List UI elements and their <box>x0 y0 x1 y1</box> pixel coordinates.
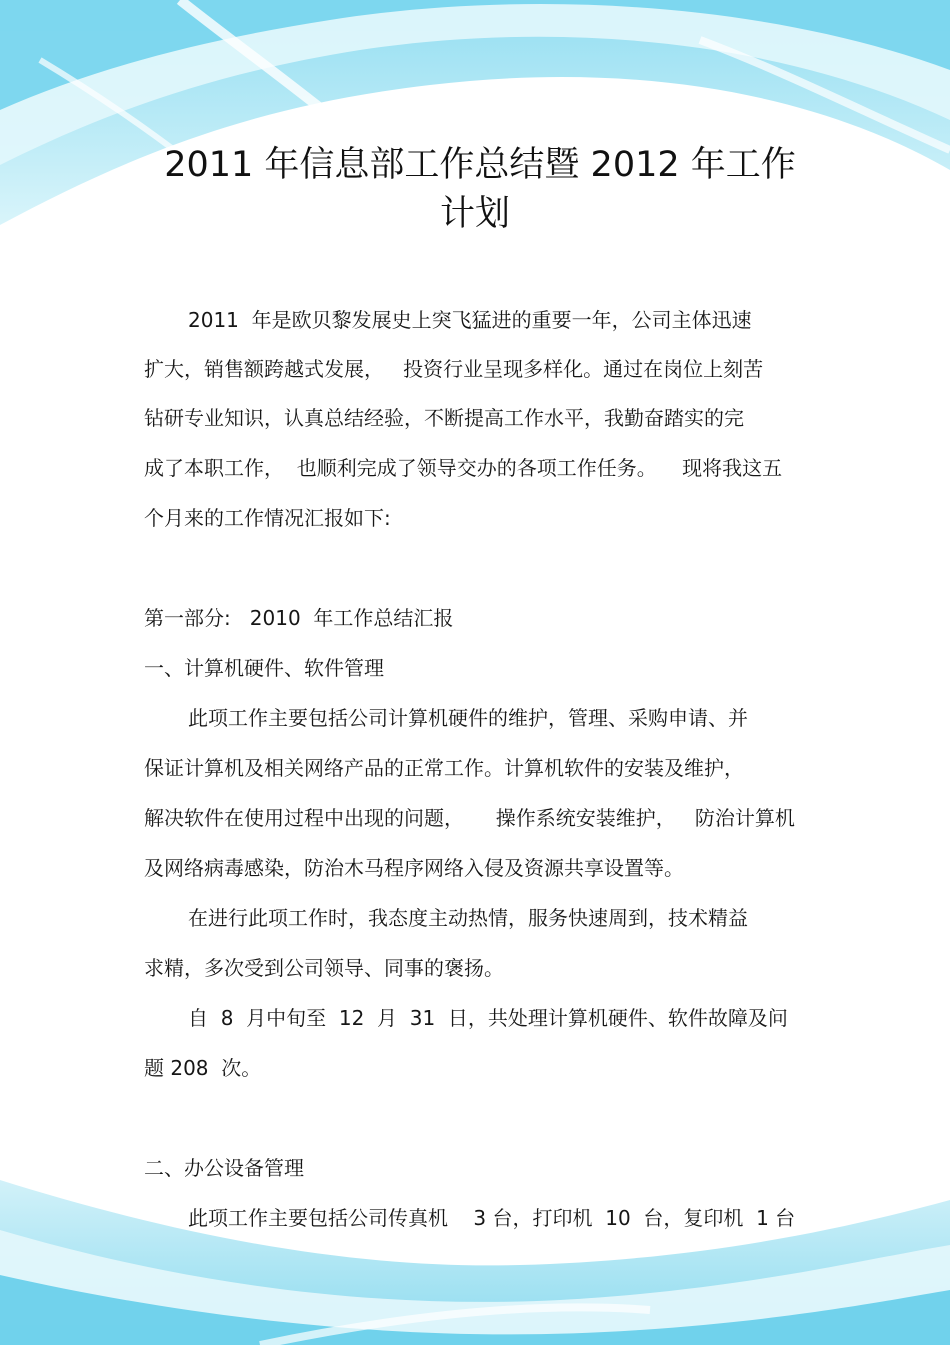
section-1-para-2-line: 在进行此项工作时，我态度主动热情，服务快速周到，技术精益 <box>188 906 748 930</box>
section-1-para-3-line: 自 8 月中旬至 12 月 31 日，共处理计算机硬件、软件故障及问 <box>188 1006 788 1030</box>
section-1-para-1-line: 解决软件在使用过程中出现的问题， 操作系统安装维护， 防治计算机 <box>144 806 795 830</box>
section-2-para-1-line: 此项工作主要包括公司传真机 3 台，打印机 10 台，复印机 1 台 <box>188 1206 796 1230</box>
section-1-para-1-line: 此项工作主要包括公司计算机硬件的维护，管理、采购申请、并 <box>188 706 748 730</box>
section-1-para-3-line: 题 208 次。 <box>144 1056 262 1080</box>
document-title-line-1: 2011 年信息部工作总结暨 2012 年工作 <box>164 145 796 185</box>
document-title-line-2: 计划 <box>439 194 510 234</box>
section-1-para-2-line: 求精，多次受到公司领导、同事的褒扬。 <box>144 956 504 980</box>
intro-line: 扩大，销售额跨越式发展， 投资行业呈现多样化。通过在岗位上刻苦 <box>144 357 764 381</box>
intro-line: 2011 年是欧贝黎发展史上突飞猛进的重要一年，公司主体迅速 <box>188 308 752 332</box>
section-1-heading: 一、计算机硬件、软件管理 <box>144 656 384 680</box>
section-1-para-1-line: 及网络病毒感染，防治木马程序网络入侵及资源共享设置等。 <box>144 856 684 880</box>
intro-line: 钻研专业知识，认真总结经验，不断提高工作水平，我勤奋踏实的完 <box>144 406 744 430</box>
part-heading: 第一部分: 2010 年工作总结汇报 <box>144 606 454 630</box>
intro-line: 个月来的工作情况汇报如下: <box>144 506 391 530</box>
section-1-para-1-line: 保证计算机及相关网络产品的正常工作。计算机软件的安装及维护， <box>144 756 744 780</box>
intro-line: 成了本职工作， 也顺利完成了领导交办的各项工作任务。 现将我这五 <box>144 456 783 480</box>
section-2-heading: 二、办公设备管理 <box>144 1156 304 1180</box>
